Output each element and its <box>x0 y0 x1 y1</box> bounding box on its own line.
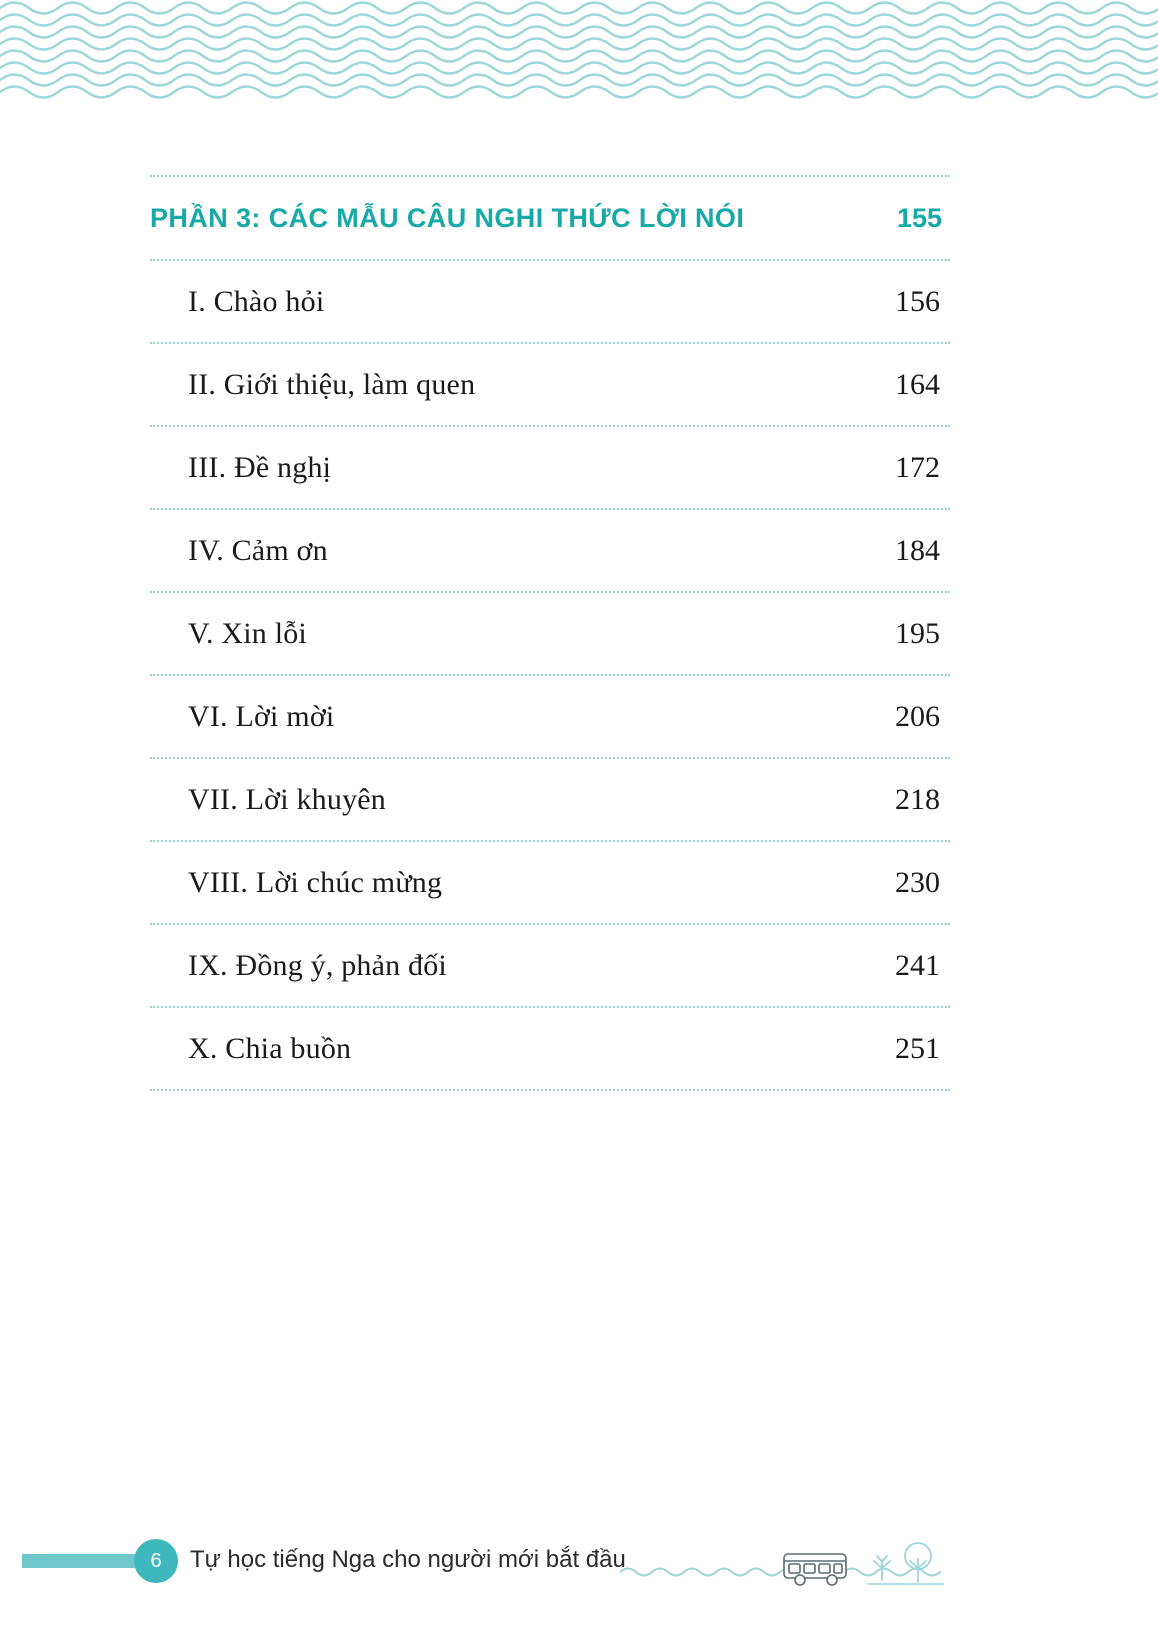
toc-item-page: 230 <box>895 865 940 899</box>
footer-title: Tự học tiếng Nga cho người mới bắt đầu <box>190 1546 626 1573</box>
toc-part-page: 155 <box>896 202 942 233</box>
toc-item[interactable] <box>150 842 950 923</box>
footer-illustration <box>778 1534 978 1594</box>
toc-item-title: VII. Lời khuyên <box>188 782 386 816</box>
toc-item-title: V. Xin lỗi <box>188 616 307 650</box>
toc-item[interactable] <box>150 925 950 1006</box>
page-footer <box>0 1534 1158 1594</box>
wavy-lines-pattern <box>0 0 1158 110</box>
toc-item-page: 241 <box>895 948 940 982</box>
toc-item[interactable] <box>150 593 950 674</box>
bus-icon <box>784 1554 846 1585</box>
toc-item-title: I. Chào hỏi <box>188 284 325 318</box>
toc-item[interactable] <box>150 344 950 425</box>
top-wave-decoration <box>0 0 1158 110</box>
table-of-contents <box>150 175 950 1091</box>
toc-item-page: 218 <box>895 782 940 816</box>
toc-item[interactable] <box>150 759 950 840</box>
toc-item-page: 156 <box>895 284 940 318</box>
tree-icon <box>874 1556 890 1580</box>
page-number-badge: 6 <box>134 1539 178 1583</box>
toc-item-title: X. Chia buồn <box>188 1031 352 1065</box>
toc-item-page: 172 <box>895 450 940 484</box>
toc-part-title: PHẦN 3: CÁC MẪU CÂU NGHI THỨC LỜI NÓI <box>150 202 745 233</box>
tree-icon <box>905 1543 931 1582</box>
toc-item-title: III. Đề nghị <box>188 450 332 484</box>
toc-item-page: 195 <box>895 616 940 650</box>
toc-item[interactable] <box>150 510 950 591</box>
toc-item-title: IX. Đồng ý, phản đối <box>188 948 447 982</box>
toc-item[interactable] <box>150 427 950 508</box>
toc-item-title: VIII. Lời chúc mừng <box>188 865 443 899</box>
divider <box>150 1089 950 1091</box>
toc-item[interactable] <box>150 676 950 757</box>
toc-item-page: 206 <box>895 699 940 733</box>
toc-item-page: 164 <box>895 367 940 401</box>
toc-item-title: II. Giới thiệu, làm quen <box>188 367 476 401</box>
toc-item[interactable] <box>150 1008 950 1089</box>
toc-item-page: 184 <box>895 533 940 567</box>
footer-accent-bar <box>22 1554 142 1568</box>
toc-item-title: VI. Lời mời <box>188 699 335 733</box>
toc-item-page: 251 <box>895 1031 940 1065</box>
toc-part-row[interactable] <box>150 177 950 259</box>
toc-item[interactable] <box>150 261 950 342</box>
toc-item-title: IV. Cảm ơn <box>188 533 328 567</box>
